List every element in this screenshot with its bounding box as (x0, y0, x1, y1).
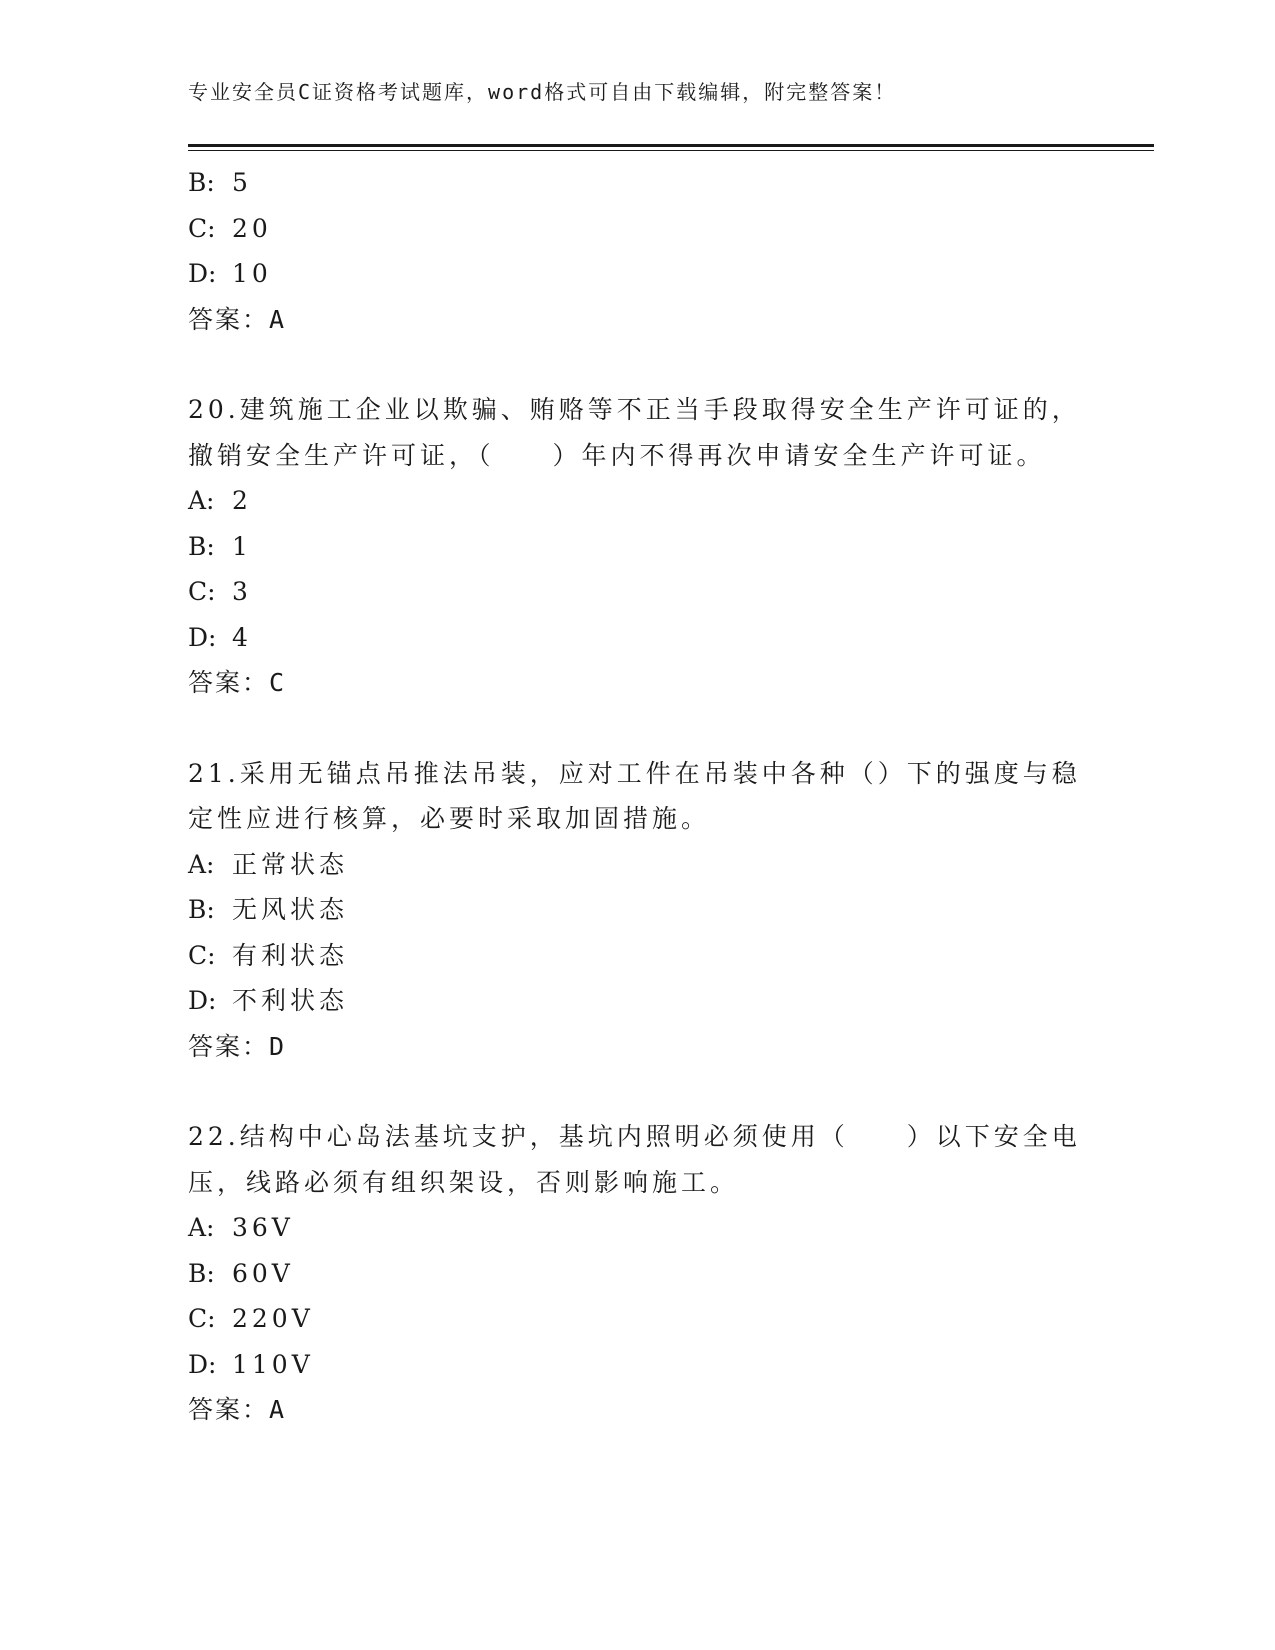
header-rule-thin (188, 150, 1154, 151)
question-stem: 22.结构中心岛法基坑支护，基坑内照明必须使用（ ）以下安全电 (188, 1122, 1081, 1151)
question-21 (188, 751, 1088, 1070)
question-stem: 定性应进行核算，必要时采取加固措施。 (188, 804, 711, 833)
header-rule-thick (188, 144, 1154, 147)
question-fragment (188, 160, 1088, 342)
answer: 答案：D (188, 1031, 287, 1061)
question-list (188, 160, 1088, 1433)
option-c: C: 有利状态 (188, 940, 349, 970)
option-d: D: 110V (188, 1349, 314, 1379)
question-stem: 21.采用无锚点吊推法吊装，应对工件在吊装中各种（）下的强度与稳 (188, 758, 1081, 788)
option-b: B: 5 (188, 168, 252, 197)
option-a: A: 2 (188, 486, 252, 515)
question-22 (188, 1114, 1088, 1433)
option-b: B: 1 (188, 531, 252, 561)
question-stem: 20.建筑施工企业以欺骗、贿赂等不正当手段取得安全生产许可证的， (188, 395, 1081, 424)
answer: 答案：A (188, 1395, 287, 1424)
page-header: 专业安全员C证资格考试题库，word格式可自由下载编辑，附完整答案！ (188, 80, 897, 104)
question-stem: 压，线路必须有组织架设，否则影响施工。 (188, 1167, 740, 1197)
question-stem: 撤销安全生产许可证，（ ）年内不得再次申请安全生产许可证。 (188, 440, 1046, 470)
option-d: D: 10 (188, 259, 272, 288)
question-20 (188, 387, 1088, 706)
answer: 答案：C (188, 668, 287, 697)
option-c: C: 220V (188, 1304, 314, 1333)
option-d: D: 不利状态 (188, 986, 349, 1015)
option-a: A: 正常状态 (188, 849, 349, 879)
option-c: C: 20 (188, 213, 272, 243)
option-b: B: 60V (188, 1258, 294, 1288)
option-c: C: 3 (188, 577, 252, 606)
option-a: A: 36V (188, 1213, 294, 1242)
option-b: B: 无风状态 (188, 895, 349, 924)
option-d: D: 4 (188, 622, 252, 652)
answer: 答案：A (188, 304, 287, 334)
